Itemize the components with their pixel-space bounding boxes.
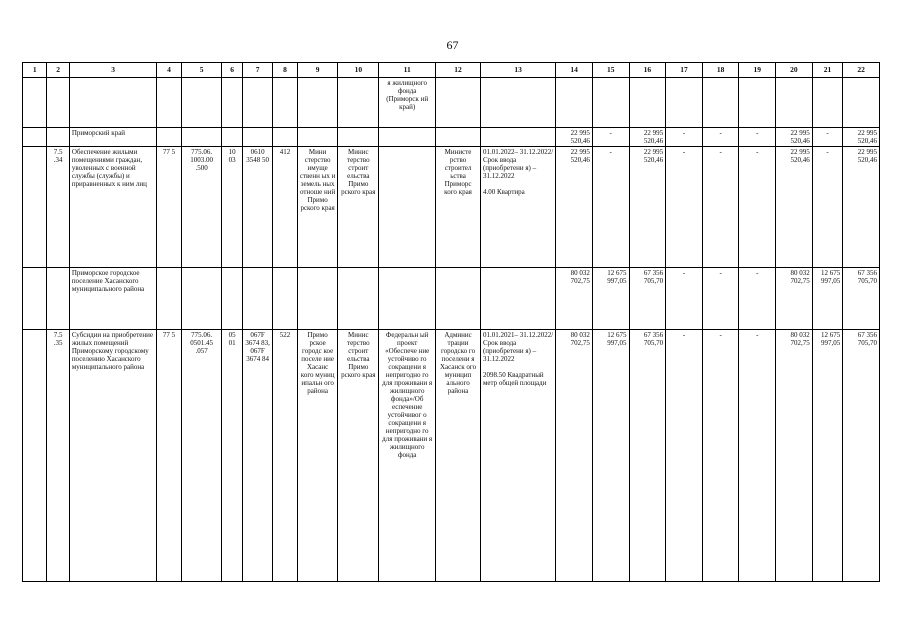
code-cell: 775.06. 1003.00 .500 (181, 147, 222, 268)
header-cell: 16 (629, 63, 666, 78)
executor-cell: Админис трации городско го поселени я Хасанск ого муницип ального района (436, 330, 481, 582)
header-cell: 13 (480, 63, 555, 78)
amount-cell: - (592, 147, 629, 268)
page-number: 67 (446, 38, 459, 52)
amount-cell: 22 995 520,46 (843, 147, 880, 268)
amount-cell: 22 995 520,46 (629, 147, 666, 268)
executor-cell: Министе рство строител ьства Приморс кого края (436, 147, 481, 268)
item-name: Субсидии на приобретение жилых помещений Приморскому городскому поселению Хасанского муниципального района (69, 330, 157, 582)
amount-cell: 12 675 997,05 (592, 268, 629, 330)
header-cell: 19 (739, 63, 776, 78)
table-row (23, 147, 880, 268)
amount-cell: - (666, 268, 703, 330)
amount-cell: 80 032 702,75 (776, 268, 813, 330)
code-cell: 77 5 (157, 330, 181, 582)
header-cell: 12 (436, 63, 481, 78)
amount-cell: 67 356 705,70 (843, 268, 880, 330)
executor-cell: Мини стерство имуще ственн ых и земель ных отноше ний Примо рского края (297, 147, 338, 268)
header-cell: 5 (181, 63, 222, 78)
amount-cell: - (702, 268, 739, 330)
header-cell: 11 (379, 63, 436, 78)
amount-cell: - (666, 128, 703, 147)
table-row (23, 128, 880, 147)
code-cell: 522 (273, 330, 297, 582)
amount-cell: 67 356 705,70 (629, 330, 666, 582)
term-cell (480, 147, 555, 268)
table-row (23, 78, 880, 128)
amount-cell: - (739, 147, 776, 268)
header-cell: 17 (666, 63, 703, 78)
header-cell: 9 (297, 63, 338, 78)
amount-cell: - (666, 147, 703, 268)
code-cell: 067F 3674 83, 067F 3674 84 (242, 330, 273, 582)
header-cell: 7 (242, 63, 273, 78)
header-cell: 4 (157, 63, 181, 78)
amount-cell: 22 995 520,46 (843, 128, 880, 147)
amount-cell: 80 032 702,75 (776, 330, 813, 582)
amount-cell: 80 032 702,75 (556, 330, 593, 582)
region-name: Приморское городское поселение Хасанского муниципального района (69, 268, 157, 330)
term-dates: 01.01.2021– 31.12.2022/ Срок ввода (приобретени я) – 31.12.2022 (482, 331, 554, 363)
header-cell: 21 (812, 63, 843, 78)
term-volume: 2098.50 Квадратный метр общей площади (482, 371, 547, 387)
amount-cell: 12 675 997,05 (592, 330, 629, 582)
amount-cell: 22 995 520,46 (629, 128, 666, 147)
amount-cell: - (739, 330, 776, 582)
program-cell (379, 147, 436, 268)
executor-cell: Минис терство строит ельства Примо рского края (338, 147, 379, 268)
term-dates: 01.01.2022– 31.12.2022/ Срок ввода (приобретени я) – 31.12.2022 (482, 148, 554, 180)
program-cell: Федеральн ый проект «Обеспече ние устойчиво го сокращени я непригодно го для проживани я жилищного фонда»/Об еспечение устойчивог о сокращени я непригодно го для проживани я жилищного фонда (379, 330, 436, 582)
executor-cell: Минис терство строит ельства Примо рского края (338, 330, 379, 582)
amount-cell: - (702, 147, 739, 268)
header-cell: 22 (843, 63, 880, 78)
amount-cell: 22 995 520,46 (556, 147, 593, 268)
header-cell: 14 (556, 63, 593, 78)
amount-cell: 12 675 997,05 (812, 330, 843, 582)
amount-cell: 22 995 520,46 (556, 128, 593, 147)
program-cell: я жилищного фонда (Приморск ий край) (379, 78, 436, 128)
budget-table (22, 62, 880, 582)
term-cell (480, 330, 555, 582)
header-cell: 18 (702, 63, 739, 78)
item-number: 7.5 .35 (47, 330, 69, 582)
item-number: 7.5 .34 (47, 147, 69, 268)
code-cell: 0610 3548 50 (242, 147, 273, 268)
header-row (23, 63, 880, 78)
code-cell: 77 5 (157, 147, 181, 268)
amount-cell: - (702, 330, 739, 582)
header-cell: 8 (273, 63, 297, 78)
amount-cell: 80 032 702,75 (556, 268, 593, 330)
amount-cell: 22 995 520,46 (776, 147, 813, 268)
header-cell: 15 (592, 63, 629, 78)
code-cell: 10 03 (222, 147, 242, 268)
amount-cell: 67 356 705,70 (629, 268, 666, 330)
header-cell: 3 (69, 63, 157, 78)
amount-cell: - (739, 128, 776, 147)
amount-cell: 22 995 520,46 (776, 128, 813, 147)
header-cell: 20 (776, 63, 813, 78)
amount-cell: 67 356 705,70 (843, 330, 880, 582)
header-cell: 6 (222, 63, 242, 78)
header-cell: 2 (47, 63, 69, 78)
amount-cell: - (592, 128, 629, 147)
term-volume: 4.00 Квартира (482, 188, 525, 196)
code-cell: 412 (273, 147, 297, 268)
amount-cell: - (812, 147, 843, 268)
amount-cell: - (666, 330, 703, 582)
amount-cell: 12 675 997,05 (812, 268, 843, 330)
table-row (23, 330, 880, 582)
code-cell: 775.06. 0501.45 .057 (181, 330, 222, 582)
table-row (23, 268, 880, 330)
amount-cell: - (739, 268, 776, 330)
header-cell: 10 (338, 63, 379, 78)
item-name: Обеспечение жилыми помещениями граждан, уволенных с военной службы (службы) и приравненных к ним лиц (69, 147, 157, 268)
region-name: Приморский край (69, 128, 157, 147)
code-cell: 05 01 (222, 330, 242, 582)
executor-cell: Примо рское городс кое поселе ние Хасанс кого муниц ипальн ого района (297, 330, 338, 582)
header-cell: 1 (23, 63, 47, 78)
amount-cell: - (702, 128, 739, 147)
amount-cell: - (812, 128, 843, 147)
